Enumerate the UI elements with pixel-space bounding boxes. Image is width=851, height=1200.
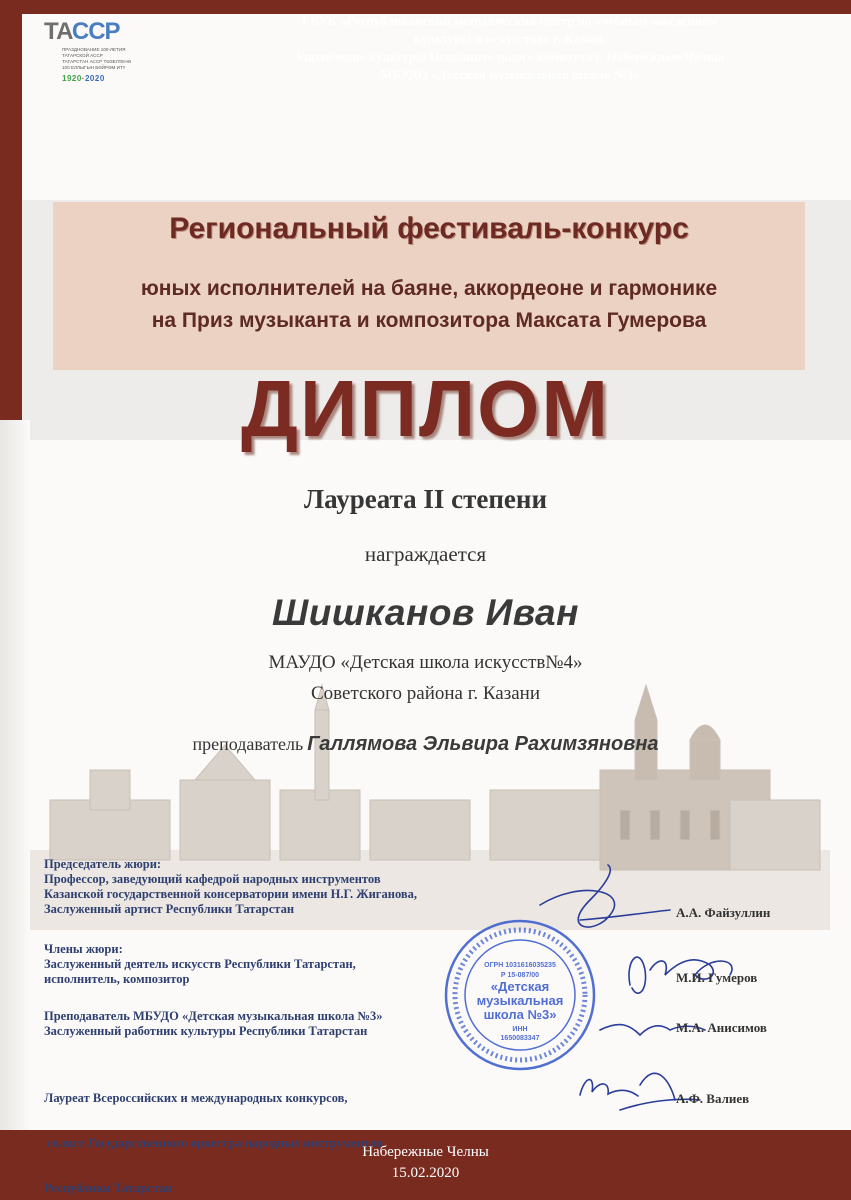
tassr-logo bbox=[44, 18, 148, 82]
header-line-4: МБУДО «Детская музыкальная школа №3» bbox=[380, 67, 640, 82]
frame-left bbox=[0, 0, 22, 420]
header-line-3: Управление культуры Исполнительного комитета г. Набережные Челны bbox=[295, 49, 725, 64]
festival-title: Региональный фестиваль-конкурс bbox=[169, 212, 689, 245]
svg-text:ОГРН 1031616035235: ОГРН 1031616035235 bbox=[484, 962, 556, 969]
logo-caption-1: ПРАЗДНОВАНИЕ 100-ЛЕТИЯ bbox=[62, 47, 126, 52]
jury-members-title: Члены жюри: bbox=[44, 942, 123, 956]
teacher-name: Галлямова Эльвира Рахимзяновна bbox=[307, 733, 659, 755]
school-stamp bbox=[440, 915, 600, 1075]
awarded-label: награждается bbox=[364, 542, 487, 566]
festival-subtitle-2: на Приз музыканта и композитора Максата Гумерова bbox=[151, 309, 707, 332]
page-shadow bbox=[0, 420, 30, 1130]
jury-member-3-line-1: Лауреат Всероссийских и международных конкурсов, bbox=[44, 1091, 348, 1105]
jury-member-1-line-1: Заслуженный деятель искусств Республики Татарстан, bbox=[44, 957, 356, 971]
svg-text:Р 15-087/00: Р 15-087/00 bbox=[500, 972, 540, 979]
organizer-header bbox=[230, 12, 790, 84]
jury-member-1-line-2: исполнитель, композитор bbox=[44, 972, 190, 986]
header-line-2: культуры и искусства» г. Казань bbox=[414, 31, 606, 46]
festival-subtitle-1: юных исполнителей на баяне, аккордеоне и гармонике bbox=[140, 277, 718, 300]
logo-years: 1920·2020 bbox=[62, 74, 105, 83]
jury-member-3-line-3: Республики Татарстан bbox=[44, 1181, 173, 1195]
jury-chair-line-1: Профессор, заведующий кафедрой народных инструментов bbox=[44, 872, 381, 886]
svg-text:«Детская: «Детская bbox=[490, 979, 550, 994]
logo-caption-2: ТАТАРСКОЙ АССР bbox=[62, 53, 103, 58]
footer-city: Набережные Челны bbox=[362, 1144, 489, 1160]
logo-caption-3: ТАТАРСТАН АССР ТӨЗЕЛҮЕНӘ bbox=[62, 59, 132, 64]
recipient-name: Шишканов Иван bbox=[272, 592, 579, 633]
jury-member-2-line-1: Преподаватель МБУДО «Детская музыкальная школа №3» bbox=[44, 1009, 383, 1023]
svg-text:музыкальная: музыкальная bbox=[476, 993, 564, 1008]
jury-chair-line-3: Заслуженный артист Республики Татарстан bbox=[44, 902, 295, 916]
signer-name-valiev: А.Ф. Валиев bbox=[676, 1091, 750, 1106]
logo-wordmark: ТАССР bbox=[44, 18, 120, 45]
diploma-heading: ДИПЛОМ bbox=[241, 364, 610, 453]
svg-text:школа №3»: школа №3» bbox=[483, 1007, 557, 1022]
signer-name-gumerov: М.И. Гумеров bbox=[676, 970, 758, 985]
jury-chair-title: Председатель жюри: bbox=[44, 857, 162, 871]
svg-text:ИНН: ИНН bbox=[512, 1026, 528, 1033]
school-line-1: МАУДО «Детская школа искусств№4» bbox=[268, 652, 583, 673]
teacher-line bbox=[0, 733, 851, 756]
footer-date: 15.02.2020 bbox=[391, 1165, 460, 1181]
jury-chair-block bbox=[44, 857, 417, 917]
jury-member-1-block bbox=[44, 942, 356, 987]
jury-member-3-line-2: солист Государственного оркестра народных инструментов bbox=[44, 1136, 383, 1150]
signer-name-anisimov: М.А. Анисимов bbox=[676, 1020, 767, 1035]
header-line-1: ГБУК «Республиканский методический центр по учебным заведениям bbox=[301, 13, 719, 28]
footer bbox=[0, 1142, 851, 1184]
jury-chair-line-2: Казанской государственной консерватории имени Н.Г. Жиганова, bbox=[44, 887, 418, 901]
svg-text:1650083347: 1650083347 bbox=[500, 1035, 540, 1042]
school-line-2: Советского района г. Казани bbox=[310, 683, 540, 704]
teacher-label: преподаватель bbox=[192, 734, 304, 754]
jury-member-2-block bbox=[44, 1009, 383, 1039]
signer-name-faizullin: А.А. Файзуллин bbox=[676, 905, 771, 920]
jury-member-2-line-2: Заслуженный работник культуры Республики Татарстан bbox=[44, 1024, 368, 1038]
logo-caption-4: 100 ЕЛЛЫГЫН БӘЙРӘМ ИТҮ bbox=[62, 65, 126, 70]
festival-title-box bbox=[53, 202, 805, 370]
laureate-degree: Лауреата II степени bbox=[303, 484, 548, 514]
